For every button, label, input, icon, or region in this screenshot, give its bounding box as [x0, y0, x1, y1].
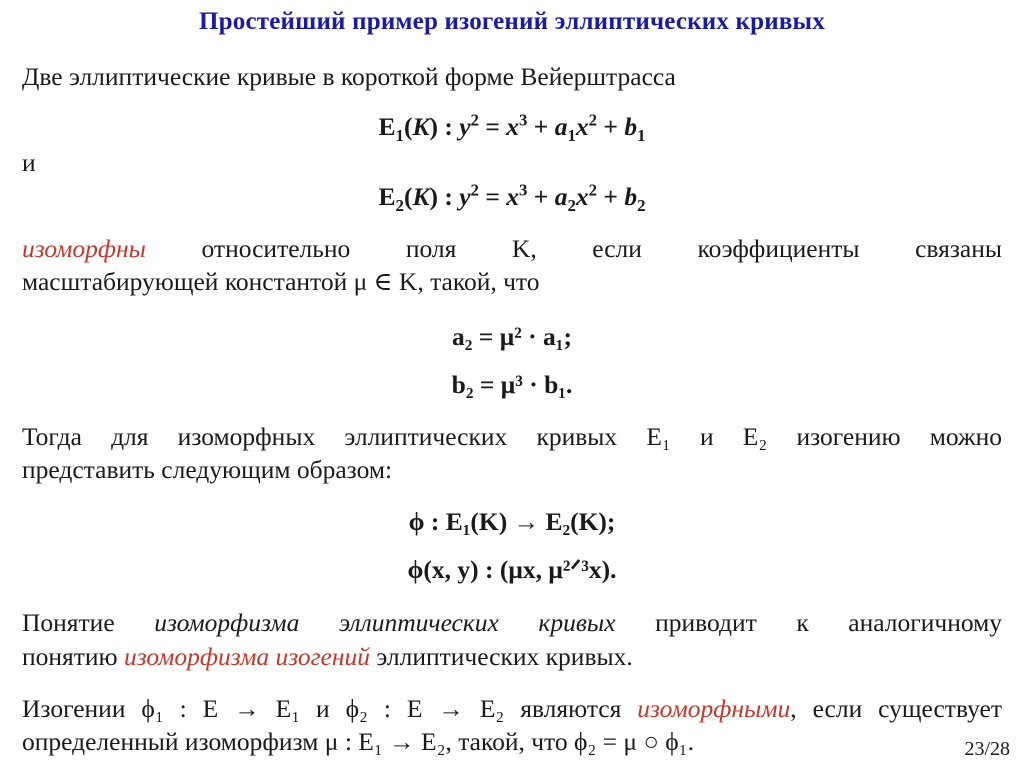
- isogenies-word-2: , если существует: [790, 694, 1002, 723]
- isogenies-word-1: Изогении ϕ₁ : E → E₁ и ϕ₂ : E → E₂ являются: [22, 694, 638, 723]
- term-isomorphic-plural: изоморфными: [637, 694, 791, 723]
- curve-equation-1: $E_1(K)$ : $y^2 = x^3 + a_1x^2 + b_1$: [378, 110, 646, 146]
- slide-title: Простейший пример изогений эллиптических кривых: [199, 8, 825, 35]
- term-isogeny-isomorphism: изоморфизма изогений: [124, 642, 371, 671]
- paragraph-isomorphic-line2: масштабирующей константой μ ∈ K, такой, что: [22, 267, 540, 296]
- scale-equation-a: a₂ = μ² · a₁;: [452, 322, 572, 351]
- paragraph-then-line2: представить следующим образом:: [22, 455, 393, 484]
- map-equation-2: ϕ(x, y) : (μx, μ²ᐟ³x).: [407, 555, 617, 584]
- concept-word-4: эллиптических кривых.: [370, 642, 633, 671]
- conjunction-and: и: [22, 148, 36, 177]
- concept-word-3: понятию: [22, 642, 124, 671]
- paragraph-isomorphic-rest: относительно поля K, если коэффициенты связаны: [145, 234, 1002, 263]
- concept-italic: изоморфизма эллиптических кривых: [154, 608, 616, 637]
- concept-word-2: приводит к аналогичному: [615, 608, 1002, 637]
- paragraph-concept-line2: [22, 640, 1002, 673]
- paragraph-then-line1: Тогда для изоморфных эллиптических кривых E₁ и E₂ изогению можно: [22, 422, 1002, 451]
- paragraph-concept-line1: [22, 606, 1002, 639]
- paragraph-isogenies-line1: [22, 692, 1002, 725]
- scale-equation-b: b₂ = μ³ · b₁.: [451, 370, 573, 399]
- map-equation-1: ϕ : E₁(K) → E₂(K);: [408, 507, 616, 536]
- curve-equation-2: $E_2(K)$ : $y^2 = x^3 + a_2x^2 + b_2$: [378, 180, 646, 216]
- paragraph-isomorphic-line1: [22, 232, 1002, 265]
- concept-word-1: Понятие: [22, 608, 155, 637]
- intro-text: Две эллиптические кривые в короткой форме Вейерштрасса: [22, 62, 676, 91]
- term-isomorphic: изоморфны: [22, 234, 146, 263]
- paragraph-isogenies-line2: определенный изоморфизм μ : E₁ → E₂, такой, что ϕ₂ = μ ○ ϕ₁.: [22, 727, 694, 756]
- page-number: 23/28: [964, 738, 1010, 760]
